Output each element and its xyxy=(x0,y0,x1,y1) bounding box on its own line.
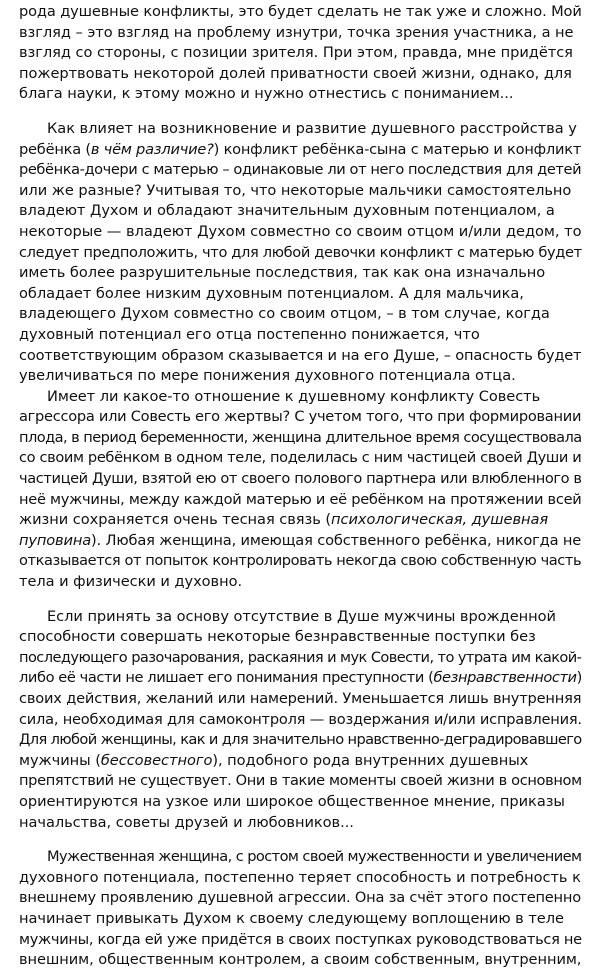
text-line xyxy=(19,909,578,930)
text-run: обладает более низким духовным потенциалом. А для мальчика, xyxy=(19,284,524,302)
text-line xyxy=(19,346,582,367)
text-run: агрессора или Совесть его жертвы? С учетом того, что при формировании xyxy=(19,408,582,426)
text-line xyxy=(19,448,582,469)
text-line xyxy=(19,23,578,44)
text-run: начальства, советы друзей и любовников... xyxy=(19,813,354,831)
text-line xyxy=(19,407,582,428)
text-run: ориентируются на узкое или широкое общественное мнение, приказы xyxy=(19,792,565,810)
text-run: блага науки, к этому можно и нужно отнестись с пониманием... xyxy=(19,85,514,103)
text-run: Имеет ли какое-то отношение к душевному конфликту Совесть xyxy=(47,387,541,405)
text-run: мужчины ( xyxy=(19,751,101,769)
paragraph xyxy=(19,2,582,105)
text-run: ) конфликт ребёнка-сына с матерью и конфликт xyxy=(213,140,582,158)
text-run: рода душевные конфликты, это будет сделать не так уже и сложно. Мой xyxy=(19,3,582,20)
text-run: способности совершать некоторые безнравственные поступки без xyxy=(19,628,536,646)
text-run: Как влияет на возникновение и развитие душевного расстройства у xyxy=(47,119,577,137)
text-line xyxy=(19,325,578,346)
text-run: следует предположить, что для любой девочки конфликт с матерью будет xyxy=(19,243,582,261)
text-run: ) xyxy=(576,669,582,687)
text-line xyxy=(19,84,578,105)
text-run: пожертвовать некоторой долей приватности своей жизни, однако, для xyxy=(19,64,572,82)
text-line xyxy=(19,813,578,834)
text-line xyxy=(19,771,582,792)
text-run: ребёнка ( xyxy=(19,140,91,158)
text-run: плода, в период беременности, женщина длительное время сосуществовала xyxy=(19,428,582,446)
italic-text: в чём различие? xyxy=(90,140,214,158)
text-line xyxy=(19,792,578,813)
text-line xyxy=(19,490,582,511)
text-run: последующего разочарования, раскаяния и мук Совести, то утрата им какой- xyxy=(19,648,582,666)
text-line xyxy=(19,366,578,387)
text-run: взгляд – это взгляд на проблему изнутри, точка зрения участника, а не xyxy=(19,23,574,41)
text-run: либо её части не лишает его понимания преступности ( xyxy=(19,669,434,687)
text-line xyxy=(19,888,581,909)
text-run: владеют Духом и обладают значительным духовным потенциалом, а xyxy=(19,202,555,220)
text-run: взгляд со стороны, с позиции зрителя. При этом, правда, мне придётся xyxy=(19,44,573,62)
text-run: Если принять за основу отсутствие в Душе мужчины врожденной xyxy=(47,607,556,625)
text-run: иметь более разрушительные последствия, так как она изначально xyxy=(19,264,546,282)
paragraph xyxy=(19,387,582,593)
text-line xyxy=(19,751,578,772)
text-line xyxy=(19,510,578,531)
text-line xyxy=(19,64,578,85)
text-run: внешним, общественным контролем, а своим собственным, внутренним, xyxy=(19,951,582,969)
text-line xyxy=(19,648,582,669)
italic-text: пуповина xyxy=(19,531,92,549)
paragraph xyxy=(19,119,582,387)
text-line xyxy=(19,222,582,243)
text-line xyxy=(19,243,582,264)
text-line xyxy=(19,387,578,408)
text-run: начинает привыкать Духом к своему следующему воплощению в теле xyxy=(19,909,564,927)
text-line xyxy=(19,689,582,710)
text-line xyxy=(19,201,578,222)
text-run: своих действия, желаний или намерений. Уменьшается лишь внутренняя xyxy=(19,690,582,707)
text-line xyxy=(19,710,582,731)
text-run: Для любой женщины, как и для значительно нравственно-деградировавшего xyxy=(19,731,582,749)
text-line xyxy=(19,572,578,593)
text-run: частицей Души, взятой ею от своего полового партнера или влюбленного в xyxy=(19,470,582,488)
text-run: владеющего Духом совместно со своим отцом, – в том случае, когда xyxy=(19,305,550,323)
text-run: ребёнка-дочери с матерью – одинаковые ли от него последствия для детей xyxy=(19,161,582,179)
text-run: жизни сохраняется очень тесная связь ( xyxy=(19,511,332,529)
italic-text: психологическая, душевная xyxy=(331,511,549,529)
text-line xyxy=(19,2,582,23)
text-line xyxy=(19,668,582,689)
text-run: отказывается от попыток контролировать некогда свою собственную часть xyxy=(19,552,582,570)
text-line xyxy=(19,930,582,951)
text-run: сила, необходимая для самоконтроля — воздержания и/или исправления. xyxy=(19,710,582,728)
text-line xyxy=(19,469,582,490)
text-run: ). Любая женщина, имеющая собственного ребёнка, никогда не xyxy=(91,531,582,549)
text-line xyxy=(19,43,578,64)
text-line xyxy=(19,181,578,202)
text-run: духовный потенциал его отца постепенно понижается, что xyxy=(19,325,480,343)
text-run: внешнему проявлению душевной агрессии. Она за счёт этого постепенно xyxy=(19,889,581,907)
text-line xyxy=(19,284,578,305)
text-run: ), подобного рода внутренних душевных xyxy=(212,751,529,769)
text-line xyxy=(19,140,582,161)
text-line xyxy=(19,607,578,628)
text-line xyxy=(19,304,578,325)
text-run: некоторые — владеют Духом совместно со своим отцом и/или дедом, то xyxy=(19,222,582,240)
paragraph xyxy=(19,607,582,834)
italic-text: бессовестного xyxy=(100,751,213,769)
text-run: мужчины, когда ей уже придётся в своих поступках руководствоваться не xyxy=(19,930,582,948)
text-run: увеличиваться по мере понижения духовного потенциала отца. xyxy=(19,367,516,385)
text-line xyxy=(19,950,582,971)
text-run: духовного потенциала, постепенно теряет способность и потребность к xyxy=(19,868,581,886)
text-line xyxy=(19,868,581,889)
text-line xyxy=(19,847,582,868)
text-run: неё мужчины, между каждой матерью и её ребёнком на протяжении всей xyxy=(19,490,582,508)
text-line xyxy=(19,551,582,572)
text-line xyxy=(19,531,582,552)
paragraph xyxy=(19,847,582,971)
text-line xyxy=(19,428,582,449)
text-line xyxy=(19,730,582,751)
text-run: соответствующим образом сказывается и на его Душе, – опасность будет xyxy=(19,346,582,364)
text-run: со своим ребёнком в одном теле, поделилась с ним частицей своей Души и xyxy=(19,449,582,467)
text-run: Мужественная женщина, с ростом своей мужественности и увеличением xyxy=(47,848,582,866)
text-line xyxy=(19,160,582,181)
text-run: тела и физически и духовно. xyxy=(19,573,243,591)
italic-text: безнравственности xyxy=(433,669,577,687)
text-line xyxy=(19,119,578,140)
text-run: препятствий не существует. Они в такие моменты своей жизни в основном xyxy=(19,772,582,790)
text-run: или же разные? Учитывая то, что некоторые мальчики самостоятельно xyxy=(19,181,572,199)
text-line xyxy=(19,627,578,648)
text-line xyxy=(19,263,578,284)
